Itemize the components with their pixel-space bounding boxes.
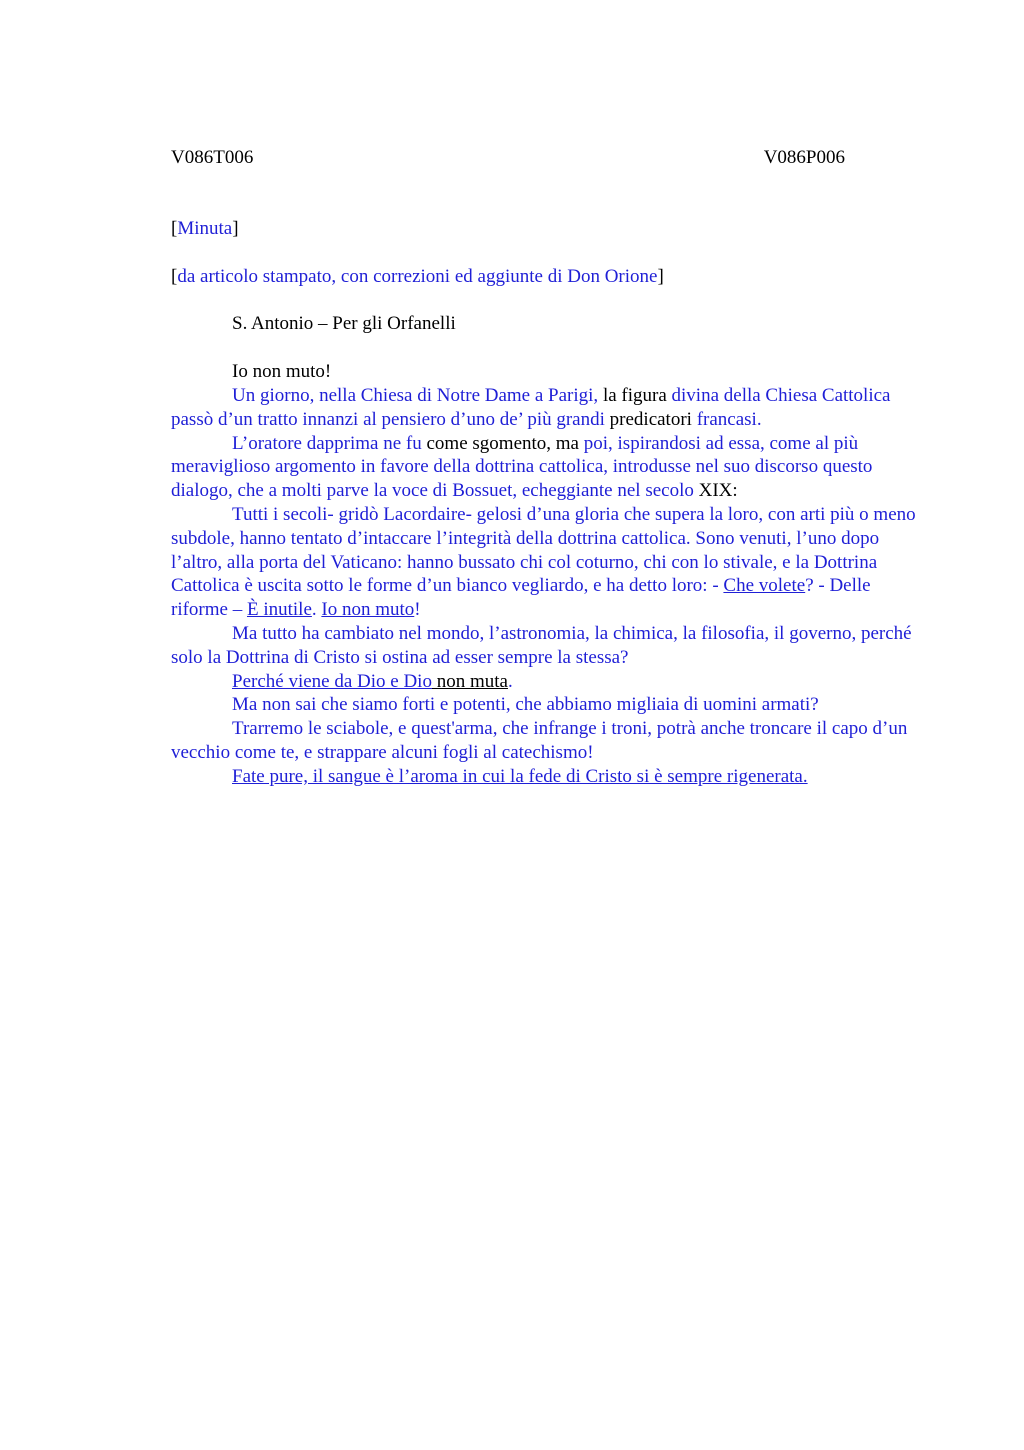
- p3-text-d: È inutile: [246, 599, 312, 621]
- p1-text-c: divina della Chiesa Cattolica passò d’un tratto innanzi al pensiero d’uno de’ più grandi: [171, 385, 891, 430]
- paragraph-1: [171, 384, 927, 432]
- document-code-left: V086T006: [171, 147, 254, 168]
- p1-text-a: Un giorno, nella Chiesa di Notre Dame a Parigi,: [232, 385, 599, 406]
- p3-text-a: Tutti i secoli- gridò Lacordaire- gelosi d’una gloria che supera la loro, con arti più o meno subdole, hanno tentato d’intaccare l’integrità della dottrina cattolica. Sono venuti, l’uno dopo l’altro, alla porta del Vaticano: hanno bussato chi col coturno, chi con lo stivale, e la Dottrina Cattolica è uscita sotto le forme d’un bianco vegliardo, e ha detto loro: -: [171, 503, 916, 597]
- p3-text-e: .: [311, 599, 322, 621]
- paragraph-7: Trarremo le sciabole, e quest'arma, che infrange i troni, potrà anche troncare il capo d’un vecchio come te, e strappare alcuni fogli al catechismo!: [171, 718, 908, 763]
- source-note-open-bracket: [: [171, 266, 178, 287]
- p3-text-c: ? - Delle riforme –: [171, 575, 871, 621]
- p2-text-a: L’oratore dapprima ne fu: [232, 432, 422, 454]
- paragraph-5: [171, 670, 927, 694]
- paragraph-8: [171, 765, 927, 789]
- source-note-close-bracket: ]: [657, 266, 664, 287]
- p3-text-f: Io non muto: [321, 599, 415, 621]
- document-code-right: V086P006: [763, 147, 845, 168]
- paragraph-2: [171, 432, 927, 503]
- p5-text-a: Perché viene da Dio e Dio: [232, 670, 432, 692]
- paragraph-6: Ma non sai che siamo forti e potenti, che abbiamo migliaia di uomini armati?: [232, 694, 819, 716]
- meta-note-close-bracket: ]: [232, 218, 239, 239]
- meta-note-open-bracket: [: [171, 218, 178, 239]
- p3-text-g: !: [414, 599, 421, 621]
- p1-text-e: francasi.: [696, 408, 762, 430]
- article-title: Io non muto!: [232, 361, 332, 382]
- paragraph-3: [171, 503, 927, 622]
- article-body: [171, 384, 927, 789]
- p8-text: Fate pure, il sangue è l’aroma in cui la fede di Cristo si è sempre rigenerata.: [232, 765, 808, 787]
- p5-text-c: .: [507, 670, 513, 692]
- p1-text-d: predicatori: [604, 408, 697, 430]
- source-note-text: da articolo stampato, con correzioni ed aggiunte di Don Orione: [177, 266, 658, 287]
- p1-text-b: la figura: [598, 385, 672, 406]
- p2-text-c: poi, ispirandosi ad essa, come al più meraviglioso argomento in favore della dottrina cattolica, introdusse nel suo discorso questo dialogo, che a molti parve la voce di Bossuet, echeggiante nel secolo: [171, 432, 873, 502]
- meta-note: [171, 217, 239, 241]
- meta-note-text: Minuta: [177, 218, 233, 239]
- p2-text-d: XIX:: [693, 480, 738, 502]
- p2-text-b: come sgomento, ma: [421, 432, 584, 454]
- subtitle: S. Antonio – Per gli Orfanelli: [232, 313, 456, 334]
- paragraph-4: Ma tutto ha cambiato nel mondo, l’astronomia, la chimica, la filosofia, il governo, perché solo la Dottrina di Cristo si ostina ad esser sempre la stessa?: [171, 622, 912, 668]
- source-note: [171, 265, 664, 289]
- p5-text-b: non muta: [431, 670, 508, 692]
- p3-text-b: Che volete: [723, 575, 806, 597]
- page-header: [171, 146, 845, 170]
